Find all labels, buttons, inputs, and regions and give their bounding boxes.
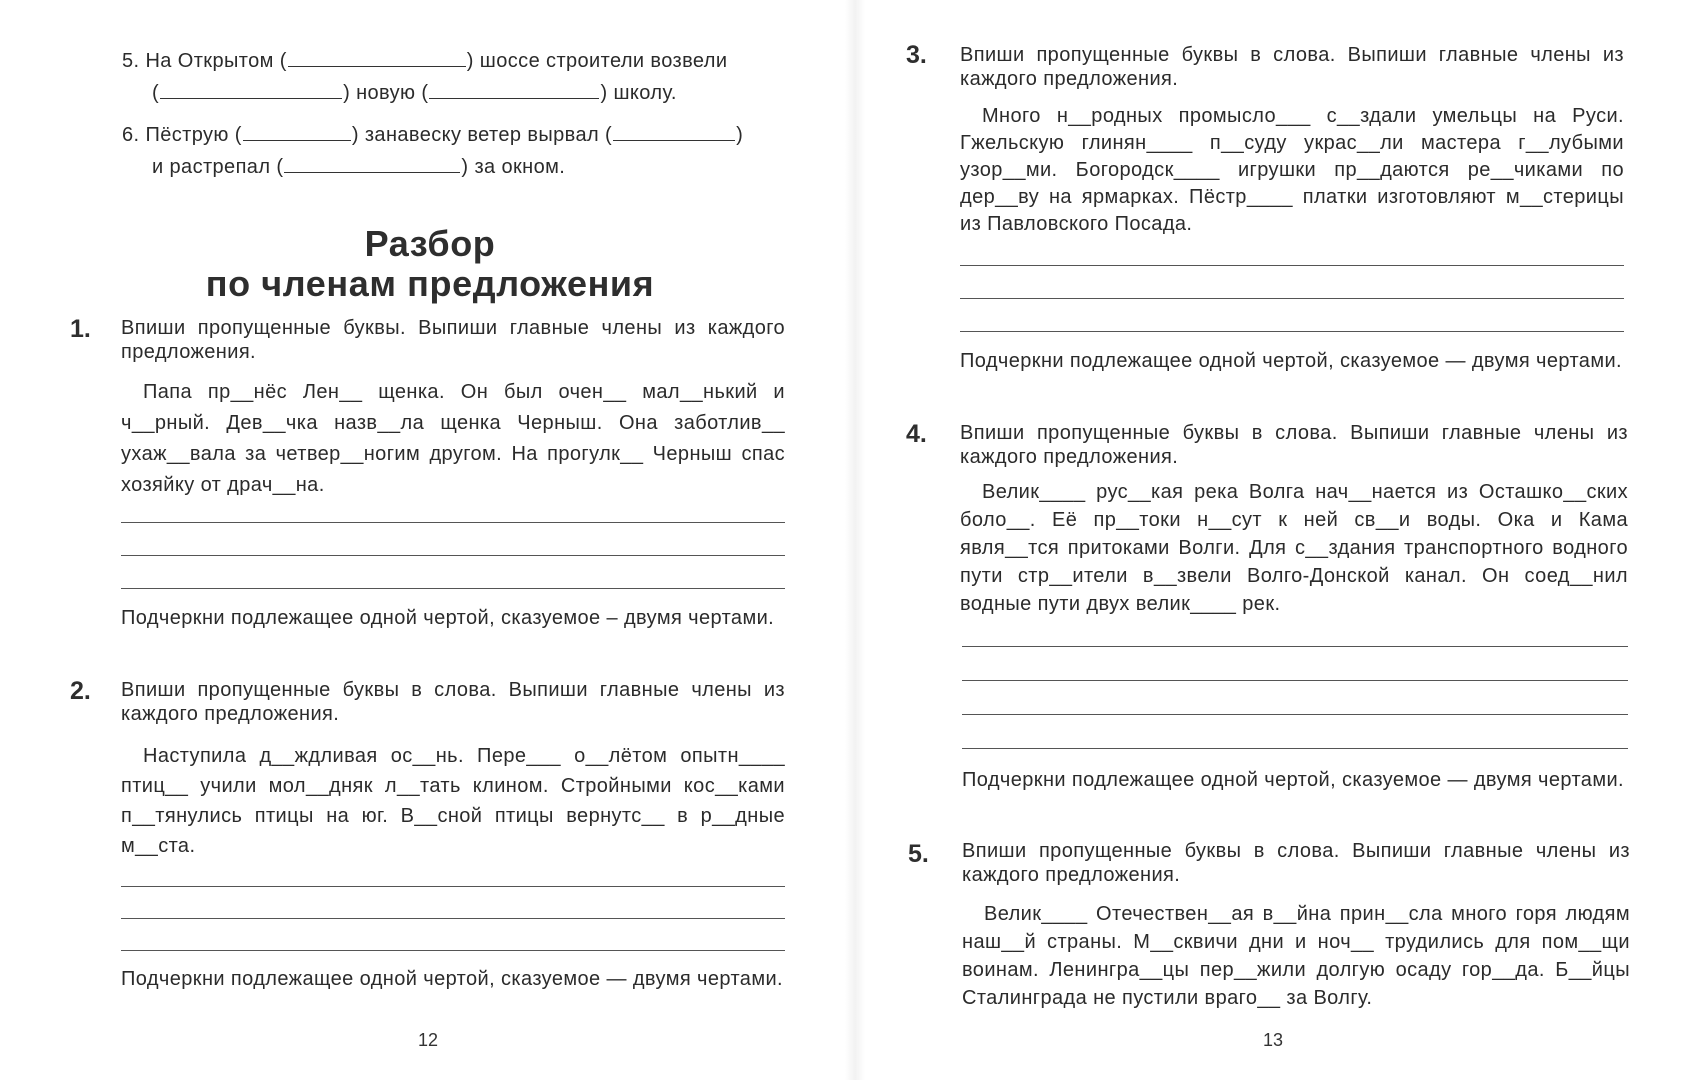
task-4-note: Подчеркни подлежащее одной чертой, сказуемое — двумя чертами. (962, 769, 1624, 791)
task-4-number: 4. (906, 420, 927, 448)
prev-item-5-text-a: На Открытом ( (145, 50, 287, 72)
prev-item-5-text-b: ) шоссе строители возвели (466, 50, 728, 72)
task-1-note: Подчеркни подлежащее одной чертой, сказуемое – двумя чертами. (121, 607, 775, 629)
answer-blank[interactable] (284, 154, 460, 173)
prev-item-6-text-c: ) (736, 124, 744, 146)
prev-item-6-text-b: ) занавеску ветер вырвал ( (351, 124, 613, 146)
answer-line[interactable] (962, 714, 1628, 715)
task-3-note: Подчеркни подлежащее одной чертой, сказуемое — двумя чертами. (960, 350, 1622, 372)
page-number-left: 12 (417, 1030, 439, 1050)
task-4-instruction: Впиши пропущенные буквы в слова. Выпиши главные члены из каждого предложения. (960, 422, 1628, 468)
prev-item-6-text-a: Пёструю ( (145, 124, 242, 146)
prev-item-6-line-1 (122, 122, 743, 149)
answer-line[interactable] (962, 646, 1628, 647)
task-3-instruction: Впиши пропущенные буквы в слова. Выпиши главные члены из каждого предложения. (960, 44, 1624, 90)
prev-item-6-line-2 (152, 154, 565, 181)
prev-item-5-text-e: ) школу. (600, 82, 677, 104)
answer-line[interactable] (960, 298, 1624, 299)
task-3-text: Много н__родных промысло___ с__здали умельцы на Руси. Гжельскую глинян____ п__суду украс__ли мастера г__лубыми узор__ми. Богородск____ игрушки пр__даются ре__чиками по дер__ву на ярмарках. Пёстр____ платки изготовляют м__стерицы из Павловского Посада. (960, 105, 1624, 235)
task-5-text: Велик____ Отечествен__ая в__йна прин__сла много горя людям наш__й страны. М__сквичи дни и ноч__ трудились для пом__щи воинам. Ленингра__цы пер__жили долгую осаду гор__да. Б__йцы Сталинграда не пустили враго__ за Волгу. (962, 903, 1630, 1009)
answer-blank[interactable] (288, 48, 466, 67)
prev-item-5-line-2 (152, 80, 677, 107)
prev-item-5-number: 5. (122, 50, 140, 72)
answer-line[interactable] (962, 680, 1628, 681)
task-2-text: Наступила д__ждливая ос__нь. Пере___ о__лётом опытн____ птиц__ учили мол__дняк л__тать клином. Стройными кос__ками п__тянулись птицы на юг. В__сной птицы вернутс__ в р__дные м__ста. (121, 745, 785, 857)
task-1-number: 1. (70, 315, 91, 343)
page-right (850, 0, 1700, 1080)
answer-line[interactable] (121, 522, 785, 523)
answer-line[interactable] (960, 331, 1624, 332)
task-2-instruction: Впиши пропущенные буквы в слова. Выпиши главные члены из каждого предложения. (121, 679, 785, 725)
task-1-text: Папа пр__нёс Лен__ щенка. Он был очен__ мал__нький и ч__рный. Дев__чка назв__ла щенка Черныш. Она заботлив__ ухаж__вала за четвер__ногим другом. На прогулк__ Черныш спас хозяйку от драч__на. (121, 381, 785, 496)
task-1-instruction: Впиши пропущенные буквы. Выпиши главные члены из каждого предложения. (121, 317, 785, 363)
section-title-line-2: по членам предложения (205, 263, 655, 304)
answer-line[interactable] (121, 950, 785, 951)
prev-item-6-number: 6. (122, 124, 140, 146)
task-5-number: 5. (908, 840, 929, 868)
prev-item-5-text-d: ) новую ( (343, 82, 429, 104)
answer-line[interactable] (121, 588, 785, 589)
answer-line[interactable] (121, 886, 785, 887)
answer-blank[interactable] (243, 122, 351, 141)
answer-line[interactable] (960, 265, 1624, 266)
answer-blank[interactable] (160, 80, 342, 99)
answer-line[interactable] (121, 918, 785, 919)
task-5-instruction: Впиши пропущенные буквы в слова. Выпиши главные члены из каждого предложения. (962, 840, 1630, 886)
answer-blank[interactable] (429, 80, 599, 99)
task-2-number: 2. (70, 677, 91, 705)
task-4-text: Велик____ рус__кая река Волга нач__нается из Осташко__ских боло__. Её пр__токи н__сут к ней св__и воды. Ока и Кама явля__тся притоками Волги. Для с__здания транспортного водного пути стр__ители в__звели Волго-Донской канал. Он соед__нил водные пути двух велик____ рек. (960, 481, 1628, 615)
task-3-number: 3. (906, 41, 927, 69)
prev-item-5-line-1 (122, 48, 727, 75)
prev-item-5-text-c: ( (152, 82, 160, 104)
answer-line[interactable] (121, 555, 785, 556)
prev-item-6-text-d: и растрепал ( (152, 156, 284, 178)
page-number-right: 13 (1262, 1030, 1284, 1050)
section-title-line-1: Разбор (364, 223, 496, 264)
prev-item-6-text-e: ) за окном. (461, 156, 566, 178)
task-2-note: Подчеркни подлежащее одной чертой, сказуемое — двумя чертами. (121, 968, 783, 990)
answer-line[interactable] (962, 748, 1628, 749)
answer-blank[interactable] (613, 122, 735, 141)
